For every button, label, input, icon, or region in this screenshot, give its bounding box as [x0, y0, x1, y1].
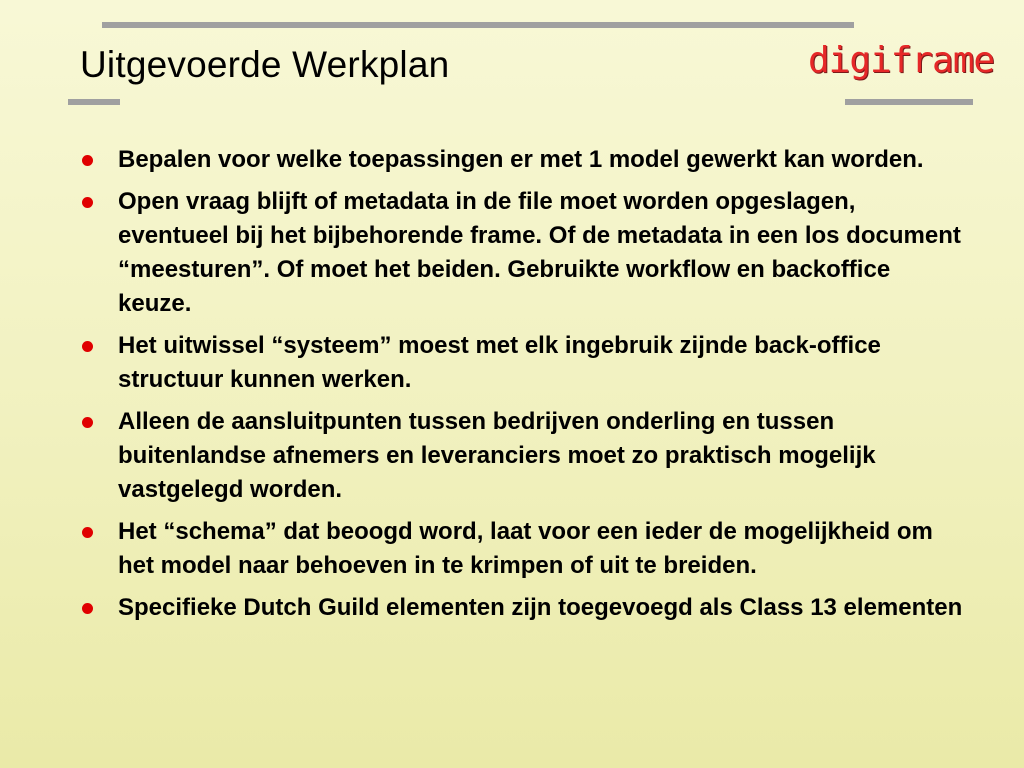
bullet-text: Het uitwissel “systeem” moest met elk ingebruik zijnde back-office structuur kunnen werken.	[118, 332, 881, 393]
bullet-dot-icon	[82, 527, 93, 538]
bullet-text: Bepalen voor welke toepassingen er met 1 model gewerkt kan worden.	[118, 146, 924, 173]
title-rule-left	[68, 99, 120, 105]
slide-title: Uitgevoerde Werkplan	[80, 44, 450, 85]
bullet-text: Specifieke Dutch Guild elementen zijn toegevoegd als Class 13 elementen	[118, 594, 963, 621]
bullet-item	[80, 515, 970, 583]
bullet-item	[80, 405, 970, 507]
bullet-item	[80, 591, 970, 625]
bullet-list	[80, 143, 970, 633]
bullet-text: Open vraag blijft of metadata in de file moet worden opgeslagen, eventueel bij het bijbehorende frame. Of de metadata in een los document “meesturen”. Of moet het beiden. Gebruikte workflow en backoffice keuze.	[118, 188, 961, 317]
digiframe-logo: digiframe	[808, 40, 995, 81]
bullet-item	[80, 329, 970, 397]
bullet-item	[80, 185, 970, 321]
bullet-text: Alleen de aansluitpunten tussen bedrijven onderling en tussen buitenlandse afnemers en leveranciers moet zo praktisch mogelijk vastgelegd worden.	[118, 408, 876, 503]
bullet-dot-icon	[82, 417, 93, 428]
bullet-dot-icon	[82, 155, 93, 166]
bullet-dot-icon	[82, 197, 93, 208]
bullet-text: Het “schema” dat beoogd word, laat voor een ieder de mogelijkheid om het model naar behoeven in te krimpen of uit te breiden.	[118, 518, 933, 579]
bullet-item	[80, 143, 970, 177]
bullet-dot-icon	[82, 603, 93, 614]
title-rule-top	[102, 22, 854, 28]
bullet-dot-icon	[82, 341, 93, 352]
title-rule-right	[845, 99, 973, 105]
